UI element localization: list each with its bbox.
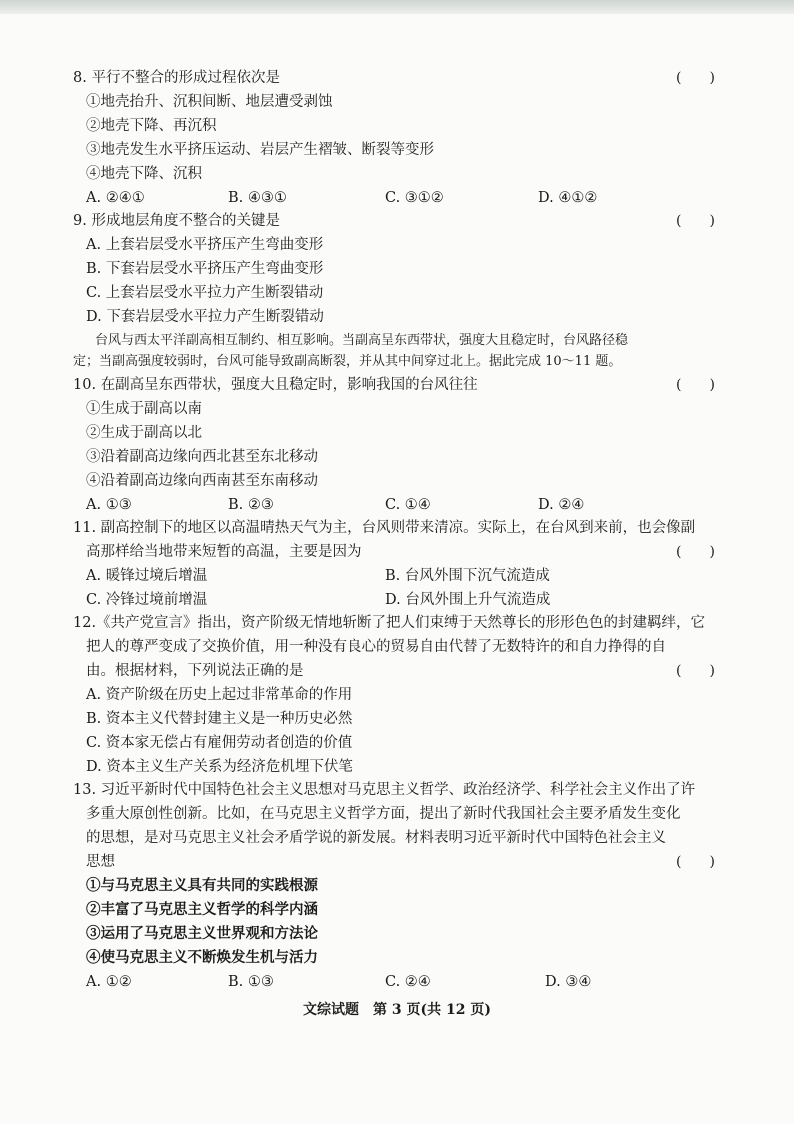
q10-item-3: ③沿着副高边缘向西北甚至东北移动 [86,449,318,465]
q9-option-a: A. 上套岩层受水平挤压产生弯曲变形 [86,237,324,253]
q11-stem-line-1: 11. 副高控制下的地区以高温晴热天气为主，台风则带来清凉。实际上，在台风到来前，也会像副 [73,520,696,536]
q8-option-a: A. ②④① [86,190,145,206]
q8-option-b: B. ④③① [228,190,287,206]
q12-answer-paren: ( ) [676,663,715,679]
q12-stem-line-1: 12.《共产党宣言》指出，资产阶级无情地斩断了把人们束缚于天然尊长的形形色色的封建羁绊，它 [73,615,706,631]
q13-option-d: D. ③④ [545,974,592,990]
q8-item-2: ②地壳下降、再沉积 [86,118,217,134]
q10-stem: 10. 在副高呈东西带状，强度大且稳定时，影响我国的台风往往 [73,377,478,393]
q8-option-c: C. ③①② [385,190,444,206]
q10-option-d: D. ②④ [538,497,585,513]
q13-item-1: ①与马克思主义具有共同的实践根源 [86,877,318,894]
q11-option-c: C. 冷锋过境前增温 [86,592,208,608]
q8-stem: 8. 平行不整合的形成过程依次是 [73,70,280,86]
q12-option-a: A. 资产阶级在历史上起过非常革命的作用 [86,687,353,703]
q11-answer-paren: ( ) [676,544,715,560]
q12-option-b: B. 资本主义代替封建主义是一种历史必然 [86,711,353,727]
q10-item-4: ④沿着副高边缘向西南甚至东南移动 [86,473,318,489]
q11-option-d: D. 台风外围上升气流造成 [385,592,551,608]
q12-option-d: D. 资本主义生产关系为经济危机埋下伏笔 [86,759,353,775]
q13-option-b: B. ①③ [228,974,274,990]
q12-option-c: C. 资本家无偿占有雇佣劳动者创造的价值 [86,735,353,751]
q8-item-3: ③地壳发生水平挤压运动、岩层产生褶皱、断裂等变形 [86,142,434,158]
q9-option-d: D. 下套岩层受水平拉力产生断裂错动 [86,309,324,325]
q13-item-2: ②丰富了马克思主义哲学的科学内涵 [86,901,318,918]
q13-stem-line-4: 思想 [86,854,115,870]
q8-option-d: D. ④①② [538,190,598,206]
q13-item-4: ④使马克思主义不断焕发生机与活力 [86,949,318,966]
q9-answer-paren: ( ) [676,213,715,229]
q8-item-1: ①地壳抬升、沉积间断、地层遭受剥蚀 [86,94,333,110]
q13-stem-line-1: 13. 习近平新时代中国特色社会主义思想对马克思主义哲学、政治经济学、科学社会主义作出了许 [73,782,696,798]
q13-answer-paren: ( ) [676,854,715,870]
q13-stem-line-3: 的思想，是对马克思主义社会矛盾学说的新发展。材料表明习近平新时代中国特色社会主义 [86,830,666,846]
q9-option-b: B. 下套岩层受水平挤压产生弯曲变形 [86,261,324,277]
q13-item-3: ③运用了马克思主义世界观和方法论 [86,925,318,942]
q10-option-b: B. ②③ [228,497,274,513]
q12-stem-line-2: 把人的尊严变成了交换价值，用一种没有良心的贸易自由代替了无数特许的和自力挣得的自 [86,639,666,655]
q10-option-c: C. ①④ [385,497,431,513]
q12-stem-line-3: 由。根据材料，下列说法正确的是 [86,663,304,679]
q9-stem: 9. 形成地层角度不整合的关键是 [73,213,280,229]
q11-option-b: B. 台风外围下沉气流造成 [385,568,550,584]
q11-option-a: A. 暖锋过境后增温 [86,568,208,584]
q8-answer-paren: ( ) [676,70,715,86]
q10-item-2: ②生成于副高以北 [86,425,202,441]
q8-item-4: ④地壳下降、沉积 [86,166,202,182]
page-footer: 文综试题 第 3 页(共 12 页) [303,1002,491,1018]
q13-option-c: C. ②④ [385,974,431,990]
q10-option-a: A. ①③ [86,497,132,513]
q11-stem-line-2: 高那样给当地带来短暂的高温，主要是因为 [86,544,362,560]
passage-line-1: 台风与西太平洋副高相互制约、相互影响。当副高呈东西带状，强度大且稳定时，台风路径稳 [95,333,629,348]
q13-option-a: A. ①② [86,974,132,990]
passage-line-2: 定；当副高强度较弱时，台风可能导致副高断裂，并从其中间穿过北上。据此完成 10～11 题。 [73,354,622,369]
q9-option-c: C. 上套岩层受水平拉力产生断裂错动 [86,285,324,301]
q10-answer-paren: ( ) [676,377,715,393]
q10-item-1: ①生成于副高以南 [86,401,202,417]
q13-stem-line-2: 多重大原创性创新。比如，在马克思主义哲学方面，提出了新时代我国社会主要矛盾发生变化 [86,806,681,822]
